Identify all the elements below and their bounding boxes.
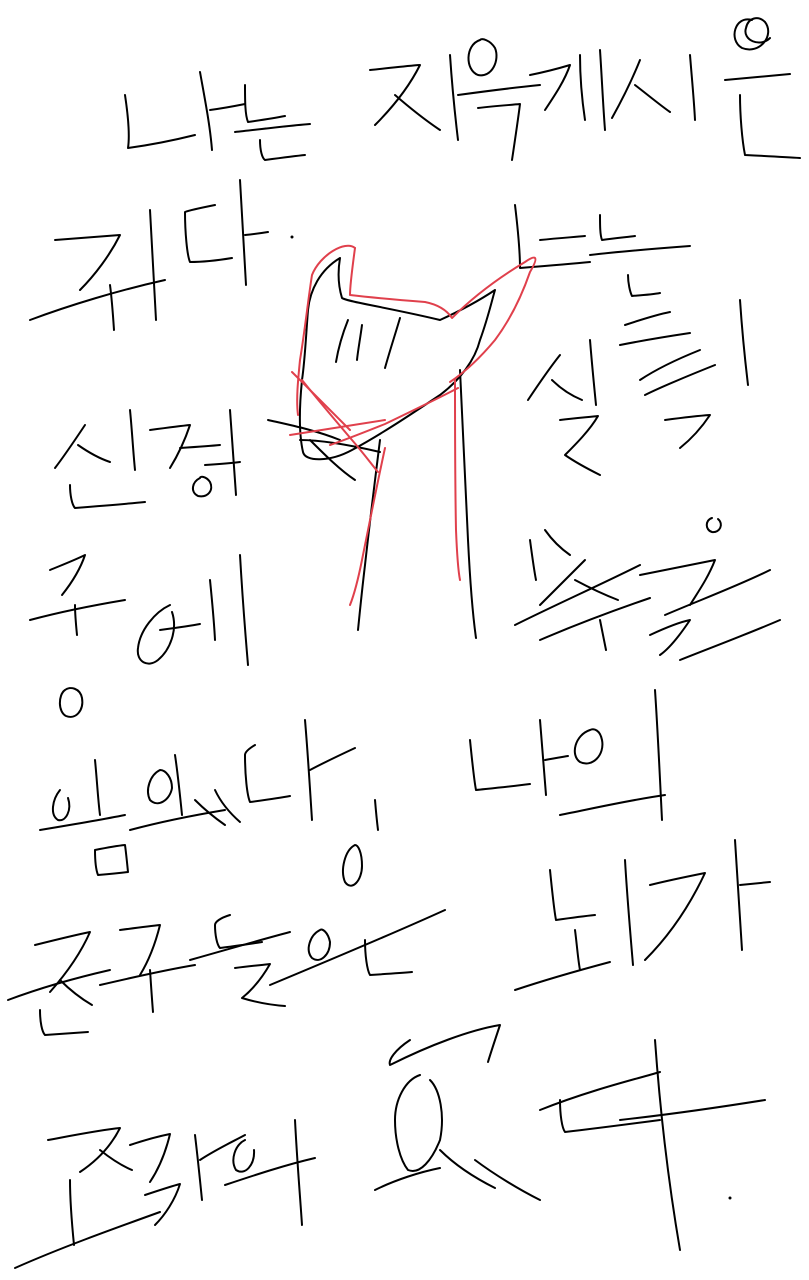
- handwritten-line-6: [8, 840, 770, 1035]
- handwritten-line-2: [30, 180, 690, 330]
- cat-figure-red: [290, 246, 535, 605]
- handwritten-text-transcription: [0, 0, 1, 1]
- handwritten-line-5: [40, 690, 665, 886]
- handwritten-line-1: [125, 18, 800, 160]
- handwritten-line-3: [55, 300, 748, 508]
- handwritten-line-7: [15, 1025, 765, 1268]
- transcription-full: [0, 0, 1, 1]
- cat-figure-black: [268, 258, 495, 638]
- handwritten-line-4: [30, 518, 780, 717]
